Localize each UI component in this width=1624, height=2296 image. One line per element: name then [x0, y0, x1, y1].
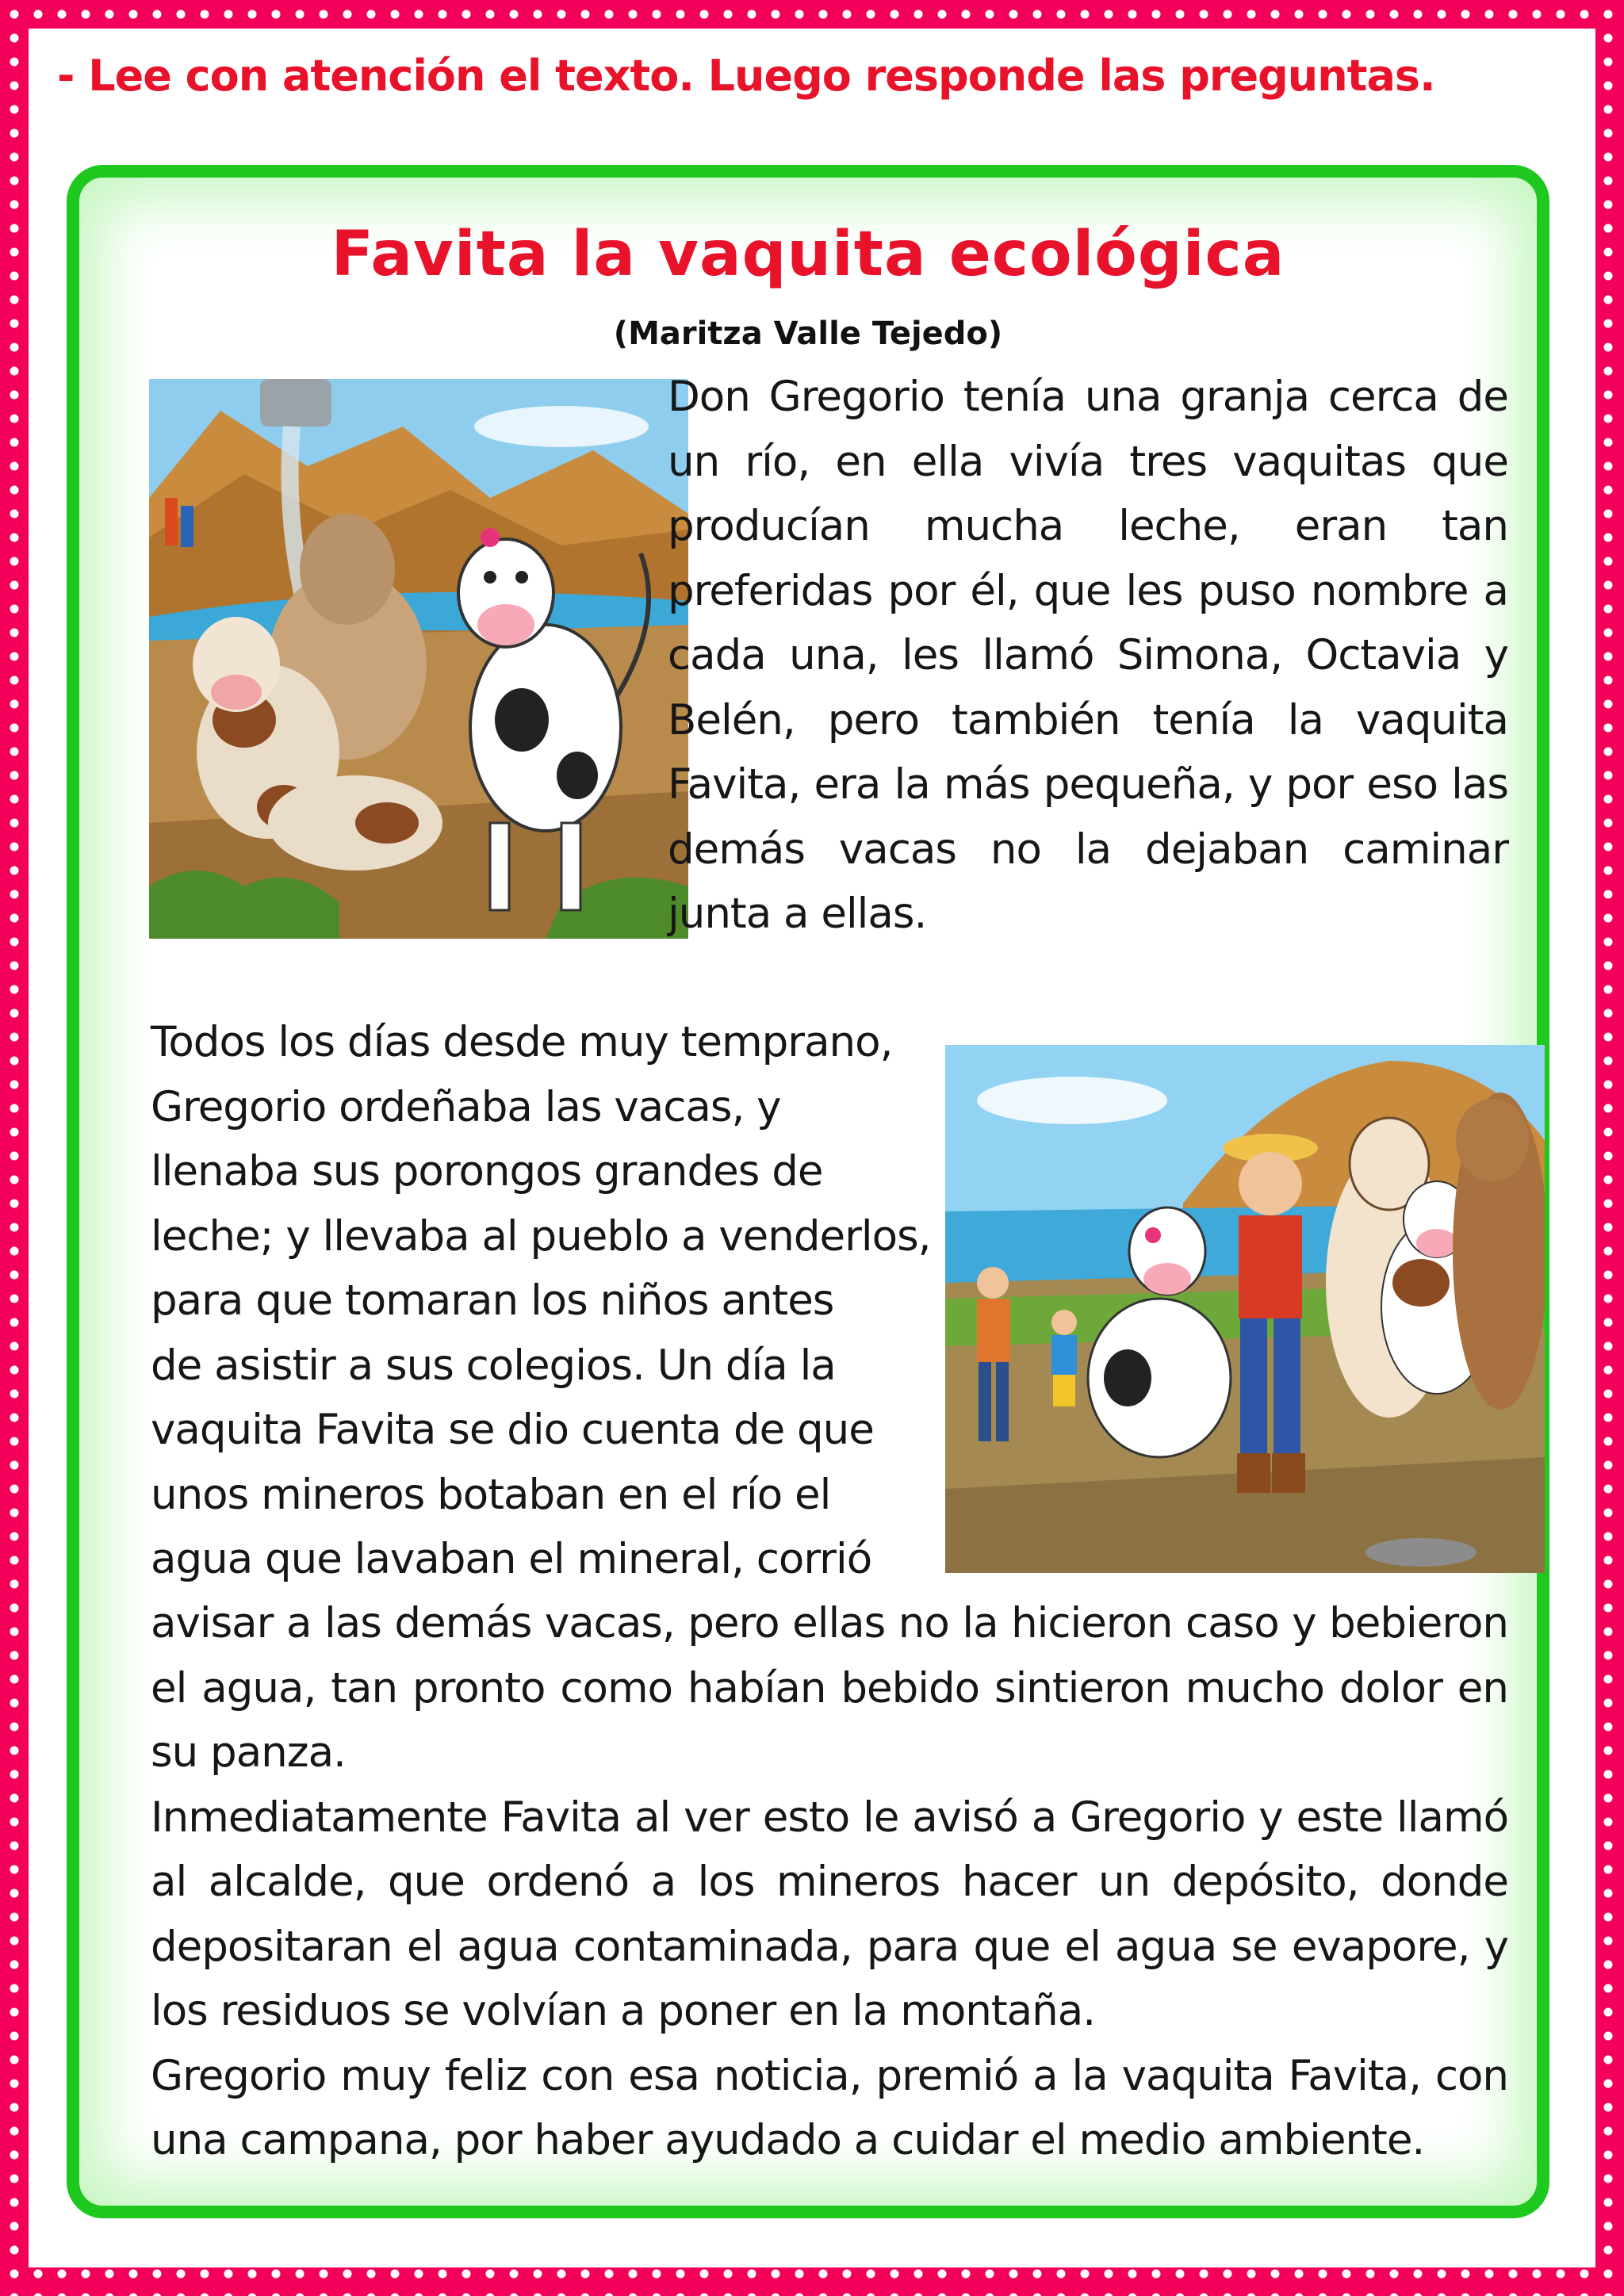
- text-line: llenaba sus porongos grandes de: [151, 1147, 823, 1196]
- text-line: para que tomaran los niños antes: [151, 1276, 834, 1325]
- text-line: su panza.: [151, 1728, 346, 1777]
- worksheet: [29, 29, 1595, 2267]
- text-line: Gregorio muy feliz con esa noticia, premió a la vaquita Favita, con: [151, 2051, 1508, 2100]
- farmer-with-cows-illustration: [945, 1045, 1545, 1573]
- text-line: al alcalde, que ordenó a los mineros hacer un depósito, donde: [151, 1858, 1508, 1906]
- text-line: depositaran el agua contaminada, para que el agua se evapore, y: [151, 1922, 1508, 1971]
- text-line: Todos los días desde muy temprano,: [151, 1018, 893, 1066]
- instruction-text: - Lee con atención el texto. Luego responde las preguntas.: [57, 51, 1435, 101]
- text-line: el agua, tan pronto como habían bebido sintieron mucho dolor en: [151, 1663, 1508, 1712]
- text-line: Inmediatamente Favita al ver esto le avisó a Gregorio y este llamó: [151, 1793, 1508, 1842]
- text-line: los residuos se volvían a poner en la montaña.: [151, 1987, 1096, 2035]
- paragraph-1: Don Gregorio tenía una granja cerca de un río, en ella vivía tres vaquitas que producían mucha leche, eran tan preferidas por él, que les puso nombre a cada una, les llamó Simona, Octavia y Belén, pero también tenía la vaquita Favita, era la más pequeña, y por eso las demás vacas no la dejaban caminar junta a ellas.: [668, 373, 1508, 938]
- story-card: [67, 165, 1549, 2218]
- text-line: unos mineros botaban en el río el: [151, 1470, 831, 1519]
- text-line: vaquita Favita se dio cuenta de que: [151, 1406, 874, 1454]
- text-line: de asistir a sus colegios. Un día la: [151, 1341, 836, 1390]
- sick-cows-illustration: [149, 379, 688, 939]
- text-line: leche; y llevaba al pueblo a venderlos,: [151, 1211, 931, 1261]
- story-author: (Maritza Valle Tejedo): [613, 316, 1003, 352]
- text-line: agua que lavaban el mineral, corrió: [151, 1535, 872, 1583]
- paragraph-2-continued-and-ending: [151, 1591, 1508, 2173]
- text-line: avisar a las demás vacas, pero ellas no la hicieron caso y bebieron: [151, 1599, 1508, 1647]
- story-title: Favita la vaquita ecológica: [331, 219, 1285, 290]
- text-line: Gregorio ordeñaba las vacas, y: [151, 1082, 781, 1131]
- paragraph-2-beside-image: [151, 1010, 1023, 1592]
- text-line: una campana, por haber ayudado a cuidar el medio ambiente.: [151, 2116, 1425, 2164]
